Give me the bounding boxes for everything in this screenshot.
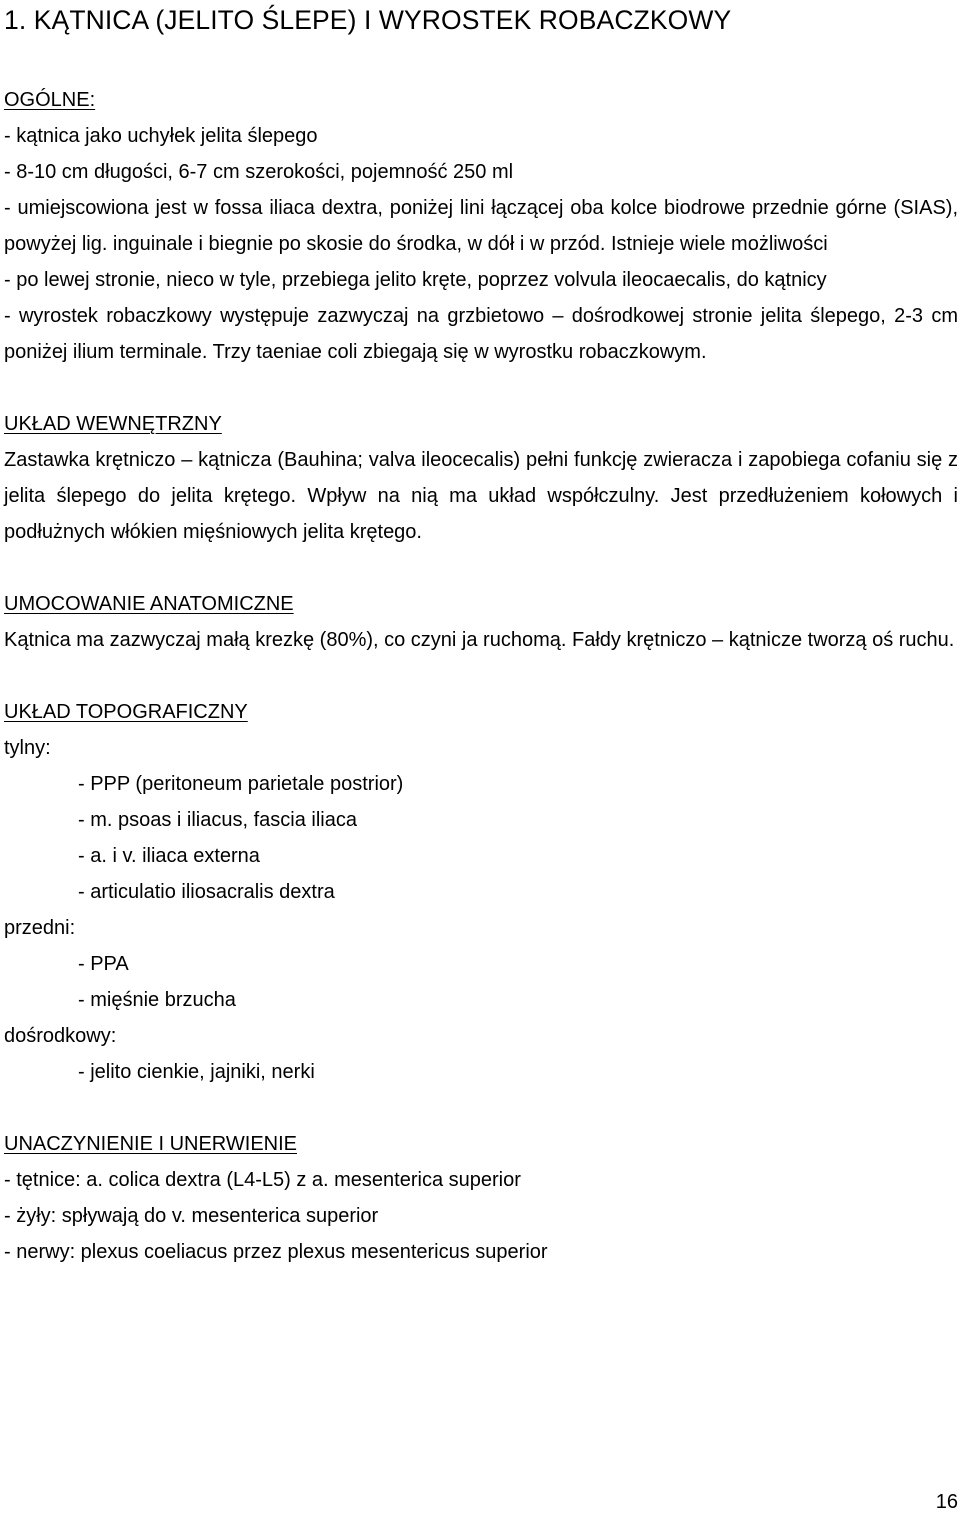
uklad-wewnetrzny-paragraph: Zastawka krętniczo – kątnicza (Bauhina; valva ileocecalis) pełni funkcję zwieracza i zapobiega cofaniu się z jelita ślepego do jelita krętego. Wpływ na nią ma układ współczulny. Jest przedłużeniem kołowych i podłużnych włókien mięśniowych jelita krętego. [4, 449, 958, 543]
topo-tylny-item: - a. i v. iliaca externa [78, 845, 260, 867]
ogolne-paragraph-1: - umiejscowiona jest w fossa iliaca dextra, poniżej lini łączącej oba kolce biodrowe przednie górne (SIAS), powyżej lig. inguinale i biegnie po skosie do środka, w dół i w przód. Istnieje wiele możliwości [4, 197, 958, 255]
spacer [4, 550, 958, 586]
section-ogolne [4, 82, 958, 370]
topo-dosrodkowy-item: - jelito cienkie, jajniki, nerki [78, 1061, 315, 1083]
topo-przedni-item: - mięśnie brzucha [78, 989, 236, 1011]
spacer [4, 658, 958, 694]
unaczynienie-line-veins: - żyły: spływają do v. mesenterica superior [4, 1205, 379, 1227]
topo-tylny-item: - PPP (peritoneum parietale postrior) [78, 773, 404, 795]
section-heading-topograficzny: UKŁAD TOPOGRAFICZNY [4, 701, 248, 723]
document-title: 1. KĄTNICA (JELITO ŚLEPE) I WYROSTEK ROBACZKOWY [4, 5, 732, 35]
ogolne-line-2: - 8-10 cm długości, 6-7 cm szerokości, pojemność 250 ml [4, 161, 514, 183]
topo-tylny-item: - articulatio iliosacralis dextra [78, 881, 335, 903]
topo-przedni-item: - PPA [78, 953, 129, 975]
page-number: 16 [935, 1491, 958, 1513]
section-umocowanie [4, 586, 958, 658]
ogolne-line-1: - kątnica jako uchyłek jelita ślepego [4, 125, 318, 147]
ogolne-paragraph-2: - po lewej stronie, nieco w tyle, przebiega jelito kręte, poprzez volvula ileocaecalis, do kątnicy [4, 269, 827, 291]
section-topograficzny [4, 694, 958, 1090]
topo-label-przedni: przedni: [4, 917, 76, 939]
section-heading-uklad-wewnetrzny: UKŁAD WEWNĘTRZNY [4, 413, 222, 435]
document-page [4, 0, 958, 1270]
section-heading-unaczynienie: UNACZYNIENIE I UNERWIENIE [4, 1133, 297, 1155]
spacer [4, 1090, 958, 1126]
unaczynienie-line-arteries: - tętnice: a. colica dextra (L4-L5) z a. mesenterica superior [4, 1169, 521, 1191]
spacer [4, 370, 958, 406]
ogolne-paragraph-3: - wyrostek robaczkowy występuje zazwyczaj na grzbietowo – dośrodkowej stronie jelita ślepego, 2-3 cm poniżej ilium terminale. Trzy taeniae coli zbiegają się w wyrostku robaczkowym. [4, 305, 958, 363]
topo-label-dosrodkowy: dośrodkowy: [4, 1025, 117, 1047]
topo-tylny-item: - m. psoas i iliacus, fascia iliaca [78, 809, 357, 831]
section-heading-umocowanie: UMOCOWANIE ANATOMICZNE [4, 593, 294, 615]
unaczynienie-line-nerves: - nerwy: plexus coeliacus przez plexus mesentericus superior [4, 1241, 548, 1263]
section-uklad-wewnetrzny [4, 406, 958, 550]
umocowanie-paragraph: Kątnica ma zazwyczaj małą krezkę (80%), co czyni ja ruchomą. Fałdy krętniczo – kątnicze tworzą oś ruchu. [4, 629, 955, 651]
topo-label-tylny: tylny: [4, 737, 51, 759]
section-unaczynienie [4, 1126, 958, 1270]
section-heading-ogolne: OGÓLNE: [4, 89, 96, 111]
